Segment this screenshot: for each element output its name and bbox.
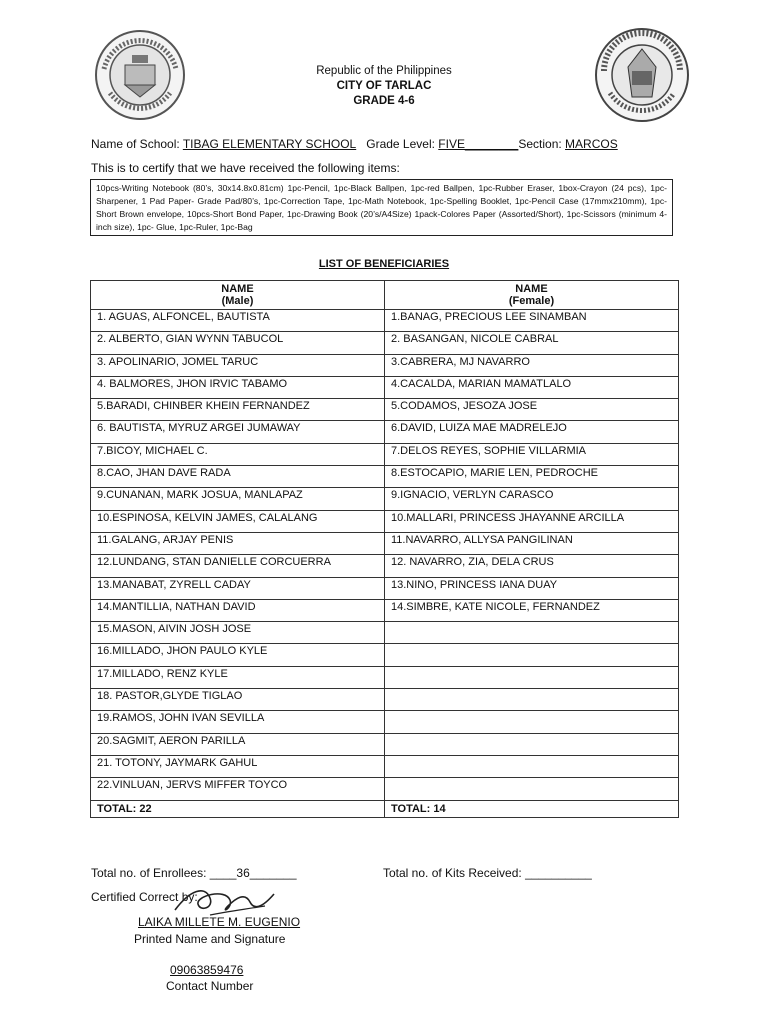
table-row: [91, 755, 679, 777]
beneficiaries-table: [90, 280, 679, 818]
male-name-cell: 5.BARADI, CHINBER KHEIN FERNANDEZ: [91, 399, 385, 421]
table-row: [91, 555, 679, 577]
school-info-line: [91, 137, 618, 151]
table-row: [91, 443, 679, 465]
table-row: [91, 532, 679, 554]
male-name-cell: 11.GALANG, ARJAY PENIS: [91, 532, 385, 554]
male-name-cell: 10.ESPINOSA, KELVIN JAMES, CALALANG: [91, 510, 385, 532]
female-name-cell: 1.BANAG, PRECIOUS LEE SINAMBAN: [385, 310, 679, 332]
female-name-cell: [385, 689, 679, 711]
male-name-cell: 9.CUNANAN, MARK JOSUA, MANLAPAZ: [91, 488, 385, 510]
female-name-cell: 9.IGNACIO, VERLYN CARASCO: [385, 488, 679, 510]
male-name-cell: 4. BALMORES, JHON IRVIC TABAMO: [91, 376, 385, 398]
male-name-cell: 21. TOTONY, JAYMARK GAHUL: [91, 755, 385, 777]
male-header-sub: (Male): [221, 295, 254, 307]
male-name-cell: 2. ALBERTO, GIAN WYNN TABUCOL: [91, 332, 385, 354]
female-header-sub: (Female): [508, 295, 555, 307]
female-name-cell: 2. BASANGAN, NICOLE CABRAL: [385, 332, 679, 354]
table-row: [91, 644, 679, 666]
table-header-row: [91, 281, 679, 310]
male-name-cell: 15.MASON, AIVIN JOSH JOSE: [91, 622, 385, 644]
female-name-cell: [385, 755, 679, 777]
male-name-cell: 17.MILLADO, RENZ KYLE: [91, 666, 385, 688]
female-name-cell: [385, 622, 679, 644]
table-row: [91, 733, 679, 755]
female-name-cell: 4.CACALDA, MARIAN MAMATLALO: [385, 376, 679, 398]
table-row: [91, 711, 679, 733]
table-row: [91, 778, 679, 800]
female-name-cell: 11.NAVARRO, ALLYSA PANGILINAN: [385, 532, 679, 554]
certified-label: Certified Correct by:: [91, 890, 198, 904]
male-name-cell: 1. AGUAS, ALFONCEL, BAUTISTA: [91, 310, 385, 332]
table-row: [91, 354, 679, 376]
female-header-name: NAME: [515, 283, 548, 295]
table-row: [91, 399, 679, 421]
enrollees-value: ____36_______: [209, 866, 297, 880]
republic-line: Republic of the Philippines: [316, 65, 452, 77]
kits-label: Total no. of Kits Received:: [383, 866, 526, 880]
female-name-cell: 7.DELOS REYES, SOPHIE VILLARMIA: [385, 443, 679, 465]
male-name-cell: 12.LUNDANG, STAN DANIELLE CORCUERRA: [91, 555, 385, 577]
section-label: Section:: [518, 137, 566, 151]
male-name-cell: 7.BICOY, MICHAEL C.: [91, 443, 385, 465]
table-row: [91, 376, 679, 398]
female-name-cell: 14.SIMBRE, KATE NICOLE, FERNANDEZ: [385, 599, 679, 621]
table-row: [91, 599, 679, 621]
table-row: [91, 421, 679, 443]
female-name-cell: 8.ESTOCAPIO, MARIE LEN, PEDROCHE: [385, 466, 679, 488]
school-name: TIBAG ELEMENTARY SCHOOL: [182, 137, 357, 151]
total-row: [91, 800, 679, 817]
male-total: TOTAL: 22: [91, 800, 385, 817]
male-name-cell: 16.MILLADO, JHON PAULO KYLE: [91, 644, 385, 666]
female-name-cell: [385, 733, 679, 755]
city-line: CITY OF TARLAC: [336, 80, 432, 92]
contact-number: 09063859476: [170, 963, 244, 977]
female-name-cell: 12. NAVARRO, ZIA, DELA CRUS: [385, 555, 679, 577]
grade-label: Grade Level:: [366, 137, 439, 151]
female-column-header: [385, 281, 679, 310]
letterhead: [0, 64, 768, 109]
female-name-cell: 13.NINO, PRINCESS IANA DUAY: [385, 577, 679, 599]
male-name-cell: 14.MANTILLIA, NATHAN DAVID: [91, 599, 385, 621]
male-name-cell: 19.RAMOS, JOHN IVAN SEVILLA: [91, 711, 385, 733]
table-row: [91, 666, 679, 688]
contact-caption: Contact Number: [166, 979, 254, 993]
items-box: 10pcs-Writing Notebook (80’s, 30x14.8x0.81cm) 1pc-Pencil, 1pc-Black Ballpen, 1pc-red Ballpen, 1pc-Rubber Eraser, 1box-Crayon (24 pcs), 1pc-Sharpener, 1 Pad Paper- Grade Pad/80’s, 1pc-Correction Tape, 1pc-Math Notebook, 1pc-Spelling Booklet, 1pc-Pencil Case (17mmx210mm), 1pc- Short Brown envelope, 10pcs-Short Bond Paper, 1pc-Drawing Book (20’s/A4Size) 1pack-Colores Paper (Assorted/Short), 1pc-Scissors (minimum 4-inch size), 1pc- Glue, 1pc-Ruler, 1pc-Bag: [90, 179, 673, 236]
male-name-cell: 18. PASTOR,GLYDE TIGLAO: [91, 689, 385, 711]
female-name-cell: [385, 666, 679, 688]
table-row: [91, 689, 679, 711]
enrollees-label: Total no. of Enrollees:: [91, 866, 210, 880]
male-name-cell: 20.SAGMIT, AERON PARILLA: [91, 733, 385, 755]
kits-value: __________: [525, 866, 592, 880]
male-name-cell: 13.MANABAT, ZYRELL CADAY: [91, 577, 385, 599]
female-name-cell: [385, 778, 679, 800]
grade-line: GRADE 4-6: [353, 95, 415, 107]
male-name-cell: 3. APOLINARIO, JOMEL TARUC: [91, 354, 385, 376]
male-name-cell: 22.VINLUAN, JERVS MIFFER TOYCO: [91, 778, 385, 800]
male-header-name: NAME: [221, 283, 254, 295]
signer-name: LAIKA MILLETE M. EUGENIO: [138, 915, 301, 929]
table-row: [91, 488, 679, 510]
school-label: Name of School:: [91, 137, 183, 151]
male-column-header: [91, 281, 385, 310]
enrollees-line: [91, 866, 297, 880]
table-body: [91, 310, 679, 801]
female-total: TOTAL: 14: [385, 800, 679, 817]
signer-caption: Printed Name and Signature: [134, 932, 286, 946]
female-name-cell: 6.DAVID, LUIZA MAE MADRELEJO: [385, 421, 679, 443]
table-row: [91, 577, 679, 599]
certify-text: This is to certify that we have received the following items:: [91, 161, 400, 175]
list-title: LIST OF BENEFICIARIES: [318, 258, 450, 270]
female-name-cell: 5.CODAMOS, JESOZA JOSE: [385, 399, 679, 421]
female-name-cell: 3.CABRERA, MJ NAVARRO: [385, 354, 679, 376]
female-name-cell: [385, 711, 679, 733]
grade-value: FIVE________: [438, 137, 519, 151]
handwritten-signature: [170, 880, 280, 920]
female-name-cell: 10.MALLARI, PRINCESS JHAYANNE ARCILLA: [385, 510, 679, 532]
male-name-cell: 6. BAUTISTA, MYRUZ ARGEI JUMAWAY: [91, 421, 385, 443]
kits-line: [383, 866, 592, 880]
table-row: [91, 622, 679, 644]
table-row: [91, 510, 679, 532]
male-name-cell: 8.CAO, JHAN DAVE RADA: [91, 466, 385, 488]
female-name-cell: [385, 644, 679, 666]
section-value: MARCOS: [565, 137, 618, 151]
table-row: [91, 466, 679, 488]
table-row: [91, 310, 679, 332]
table-row: [91, 332, 679, 354]
